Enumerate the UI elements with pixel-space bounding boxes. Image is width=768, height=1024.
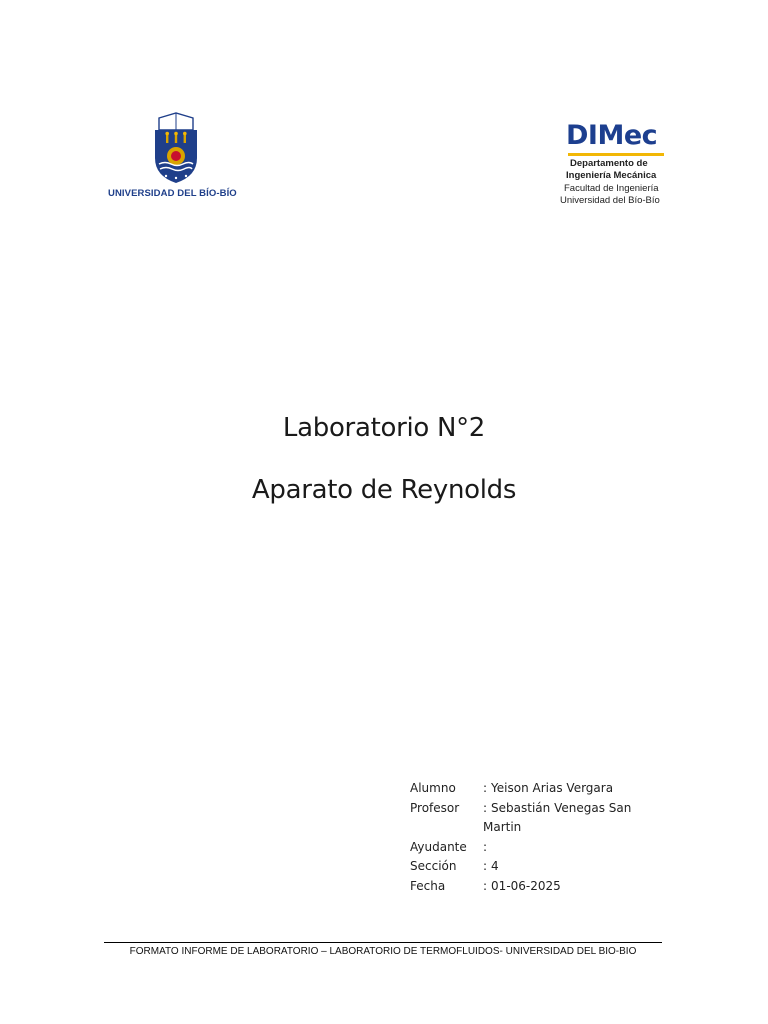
info-row-profesor xyxy=(410,799,660,838)
footer-text: FORMATO INFORME DE LABORATORIO – LABORATORIO DE TERMOFLUIDOS- UNIVERSIDAD DEL BIO-BIO xyxy=(129,946,637,957)
dimec-department-line: Departamento de xyxy=(570,158,648,169)
info-value xyxy=(483,779,660,799)
info-value xyxy=(483,877,660,897)
info-label: Sección xyxy=(410,859,457,873)
info-separator: : xyxy=(483,878,488,893)
dimec-university: Universidad del Bío-Bío xyxy=(560,195,660,206)
info-row-alumno xyxy=(410,779,660,799)
info-separator: : xyxy=(483,800,488,815)
title-lab-name: Aparato de Reynolds xyxy=(251,475,517,505)
info-value-text: 01-06-2025 xyxy=(491,878,561,893)
report-info-table xyxy=(410,779,660,896)
dimec-department-name: Ingeniería Mecánica xyxy=(566,170,657,181)
info-separator: : xyxy=(483,839,488,854)
dimec-faculty: Facultad de Ingeniería xyxy=(564,183,659,194)
dimec-logo xyxy=(560,122,672,212)
info-value-text: 4 xyxy=(491,859,499,873)
report-title xyxy=(0,412,768,506)
ubb-logo xyxy=(108,108,248,204)
info-value xyxy=(483,857,660,877)
info-label: Profesor xyxy=(410,800,460,815)
info-row-seccion xyxy=(410,857,660,877)
info-row-fecha xyxy=(410,877,660,897)
info-label: Alumno xyxy=(410,781,456,795)
dimec-wordmark: DIMec xyxy=(566,120,658,151)
dimec-accent-bar xyxy=(568,153,664,156)
ubb-shield-icon xyxy=(153,108,199,184)
info-label: Fecha xyxy=(410,878,446,893)
info-value-text: Yeison Arias Vergara xyxy=(491,781,614,795)
info-separator: : xyxy=(483,781,488,795)
footer-divider xyxy=(104,942,662,943)
info-separator: : xyxy=(483,859,488,873)
info-value-text: Sebastián Venegas San Martin xyxy=(483,800,632,834)
info-label: Ayudante xyxy=(410,839,467,854)
title-lab-number: Laboratorio N°2 xyxy=(282,413,486,443)
info-value xyxy=(483,799,660,838)
ubb-wordmark: UNIVERSIDAD DEL BÍO-BÍO xyxy=(108,188,237,199)
info-value xyxy=(483,838,660,858)
info-row-ayudante xyxy=(410,838,660,858)
